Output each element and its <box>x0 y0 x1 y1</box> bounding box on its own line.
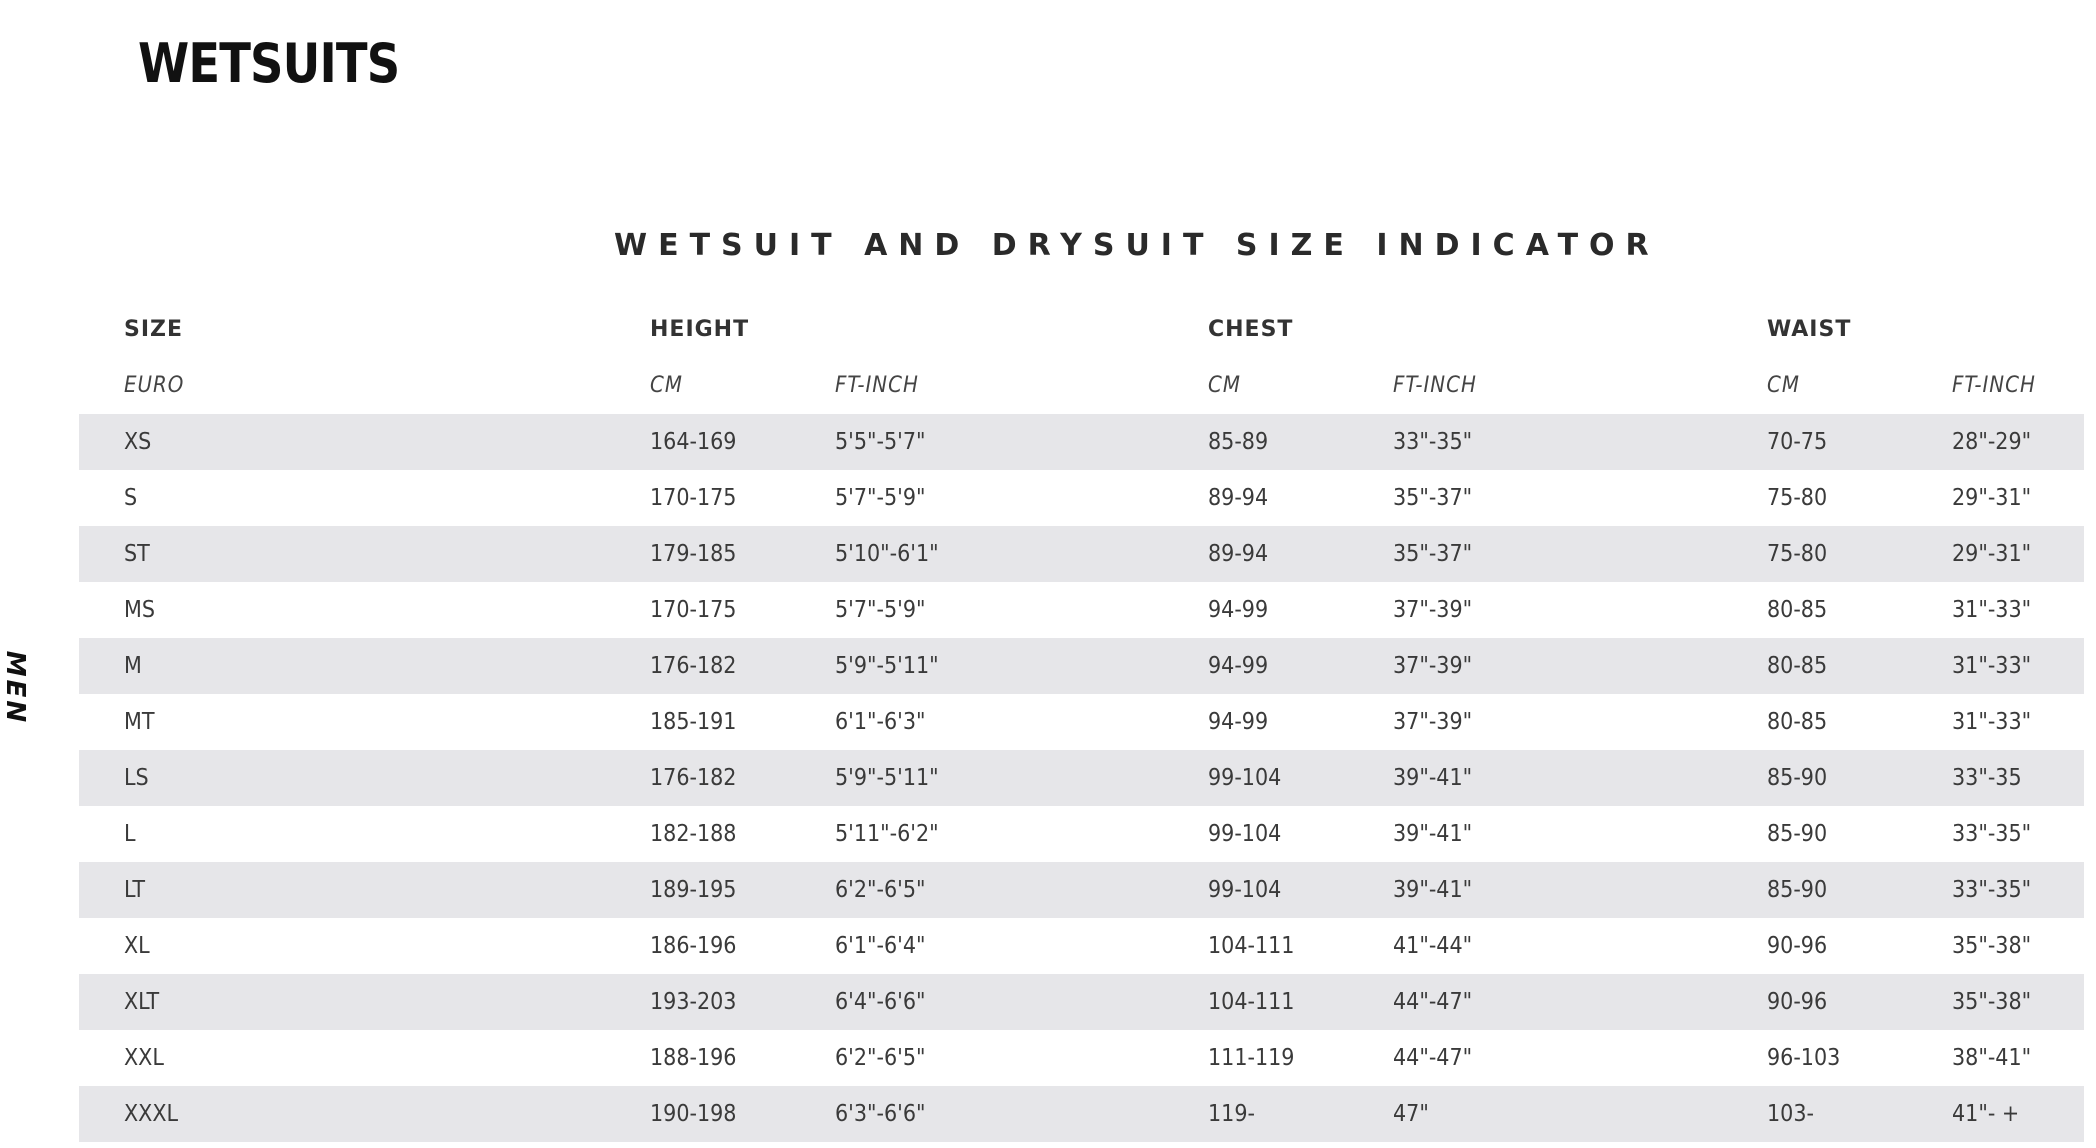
cell-chest-ft-inch: 33"-35" <box>1393 429 1473 455</box>
cell-chest-cm: 85-89 <box>1208 429 1269 455</box>
table-row <box>79 526 2084 582</box>
header-height: HEIGHT <box>650 317 750 342</box>
cell-height-cm: 188-196 <box>650 1045 737 1071</box>
cell-waist-cm: 96-103 <box>1767 1045 1841 1071</box>
cell-chest-ft-inch: 35"-37" <box>1393 485 1473 511</box>
cell-height-ft-inch: 5'10"-6'1" <box>835 541 939 567</box>
cell-waist-ft-inch: 35"-38" <box>1952 933 2032 959</box>
subheader-waist-cm: CM <box>1767 373 1800 398</box>
header-waist: WAIST <box>1767 317 1852 342</box>
cell-height-cm: 164-169 <box>650 429 737 455</box>
cell-waist-cm: 85-90 <box>1767 765 1828 791</box>
cell-height-cm: 186-196 <box>650 933 737 959</box>
table-row <box>79 1030 2084 1086</box>
cell-height-cm: 182-188 <box>650 821 737 847</box>
cell-waist-cm: 90-96 <box>1767 933 1828 959</box>
subheader-chest-ft-inch: FT-INCH <box>1393 373 1477 398</box>
cell-waist-ft-inch: 41"- + <box>1952 1101 2020 1127</box>
table-row <box>79 862 2084 918</box>
cell-waist-cm: 80-85 <box>1767 597 1828 623</box>
cell-size-euro: ST <box>124 541 150 567</box>
cell-height-cm: 179-185 <box>650 541 737 567</box>
cell-waist-ft-inch: 31"-33" <box>1952 597 2032 623</box>
cell-chest-ft-inch: 35"-37" <box>1393 541 1473 567</box>
men-side-label-text: MEN <box>0 650 30 726</box>
cell-height-cm: 176-182 <box>650 653 737 679</box>
cell-height-ft-inch: 5'9"-5'11" <box>835 765 939 791</box>
cell-size-euro: XLT <box>124 989 160 1015</box>
cell-height-cm: 170-175 <box>650 597 737 623</box>
cell-height-ft-inch: 6'1"-6'4" <box>835 933 926 959</box>
cell-chest-ft-inch: 44"-47" <box>1393 989 1473 1015</box>
table-group-header-row <box>79 302 2084 358</box>
cell-chest-cm: 99-104 <box>1208 877 1282 903</box>
cell-chest-ft-inch: 47" <box>1393 1101 1429 1127</box>
cell-height-cm: 185-191 <box>650 709 737 735</box>
cell-chest-cm: 104-111 <box>1208 933 1295 959</box>
cell-size-euro: XL <box>124 933 150 959</box>
cell-waist-ft-inch: 31"-33" <box>1952 709 2032 735</box>
table-row <box>79 694 2084 750</box>
cell-size-euro: M <box>124 653 142 679</box>
subheader-waist-ft-inch: FT-INCH <box>1952 373 2036 398</box>
cell-size-euro: L <box>124 821 136 847</box>
cell-waist-ft-inch: 28"-29" <box>1952 429 2032 455</box>
subheader-height-cm: CM <box>650 373 683 398</box>
cell-size-euro: MT <box>124 709 155 735</box>
cell-chest-cm: 94-99 <box>1208 709 1269 735</box>
header-chest: CHEST <box>1208 317 1294 342</box>
cell-height-cm: 170-175 <box>650 485 737 511</box>
table-row <box>79 638 2084 694</box>
cell-height-ft-inch: 5'9"-5'11" <box>835 653 939 679</box>
cell-waist-ft-inch: 33"-35" <box>1952 877 2032 903</box>
cell-chest-ft-inch: 39"-41" <box>1393 821 1473 847</box>
cell-chest-ft-inch: 37"-39" <box>1393 653 1473 679</box>
cell-size-euro: LT <box>124 877 145 903</box>
cell-height-ft-inch: 5'7"-5'9" <box>835 485 926 511</box>
table-row <box>79 414 2084 470</box>
cell-chest-ft-inch: 44"-47" <box>1393 1045 1473 1071</box>
cell-size-euro: MS <box>124 597 155 623</box>
cell-height-cm: 176-182 <box>650 765 737 791</box>
size-chart-title: WETSUIT AND DRYSUIT SIZE INDICATOR <box>614 228 1660 263</box>
cell-waist-cm: 85-90 <box>1767 877 1828 903</box>
subheader-height-ft-inch: FT-INCH <box>835 373 919 398</box>
cell-chest-cm: 94-99 <box>1208 597 1269 623</box>
cell-height-ft-inch: 5'5"-5'7" <box>835 429 926 455</box>
cell-height-cm: 190-198 <box>650 1101 737 1127</box>
cell-chest-cm: 111-119 <box>1208 1045 1295 1071</box>
cell-waist-ft-inch: 29"-31" <box>1952 541 2032 567</box>
cell-chest-ft-inch: 39"-41" <box>1393 877 1473 903</box>
cell-waist-cm: 80-85 <box>1767 709 1828 735</box>
cell-height-ft-inch: 6'2"-6'5" <box>835 1045 926 1071</box>
cell-height-ft-inch: 5'11"-6'2" <box>835 821 939 847</box>
cell-chest-cm: 89-94 <box>1208 541 1269 567</box>
cell-height-ft-inch: 6'1"-6'3" <box>835 709 926 735</box>
cell-waist-cm: 70-75 <box>1767 429 1828 455</box>
cell-chest-ft-inch: 37"-39" <box>1393 597 1473 623</box>
cell-chest-ft-inch: 37"-39" <box>1393 709 1473 735</box>
cell-height-ft-inch: 5'7"-5'9" <box>835 597 926 623</box>
cell-height-ft-inch: 6'3"-6'6" <box>835 1101 926 1127</box>
cell-chest-cm: 119- <box>1208 1101 1255 1127</box>
cell-waist-ft-inch: 35"-38" <box>1952 989 2032 1015</box>
cell-size-euro: XS <box>124 429 152 455</box>
cell-chest-cm: 94-99 <box>1208 653 1269 679</box>
cell-waist-cm: 75-80 <box>1767 541 1828 567</box>
page-title: WETSUITS <box>138 32 400 95</box>
size-table <box>79 302 2084 1142</box>
men-side-label <box>0 648 30 728</box>
subheader-euro: EURO <box>124 373 185 398</box>
table-row <box>79 1086 2084 1142</box>
cell-chest-cm: 89-94 <box>1208 485 1269 511</box>
cell-waist-ft-inch: 29"-31" <box>1952 485 2032 511</box>
table-body <box>79 414 2084 1142</box>
table-row <box>79 470 2084 526</box>
cell-chest-cm: 104-111 <box>1208 989 1295 1015</box>
cell-waist-cm: 85-90 <box>1767 821 1828 847</box>
table-row <box>79 582 2084 638</box>
cell-waist-ft-inch: 33"-35 <box>1952 765 2022 791</box>
cell-chest-cm: 99-104 <box>1208 765 1282 791</box>
cell-waist-ft-inch: 31"-33" <box>1952 653 2032 679</box>
cell-waist-ft-inch: 33"-35" <box>1952 821 2032 847</box>
cell-chest-ft-inch: 39"-41" <box>1393 765 1473 791</box>
table-row <box>79 750 2084 806</box>
cell-size-euro: LS <box>124 765 149 791</box>
cell-height-ft-inch: 6'2"-6'5" <box>835 877 926 903</box>
cell-waist-cm: 90-96 <box>1767 989 1828 1015</box>
cell-size-euro: XXL <box>124 1045 164 1071</box>
cell-height-cm: 189-195 <box>650 877 737 903</box>
cell-waist-ft-inch: 38"-41" <box>1952 1045 2032 1071</box>
table-row <box>79 918 2084 974</box>
cell-chest-ft-inch: 41"-44" <box>1393 933 1473 959</box>
table-row <box>79 806 2084 862</box>
cell-height-ft-inch: 6'4"-6'6" <box>835 989 926 1015</box>
cell-waist-cm: 75-80 <box>1767 485 1828 511</box>
cell-waist-cm: 103- <box>1767 1101 1814 1127</box>
cell-waist-cm: 80-85 <box>1767 653 1828 679</box>
table-unit-header-row <box>79 358 2084 414</box>
table-row <box>79 974 2084 1030</box>
cell-size-euro: S <box>124 485 138 511</box>
cell-size-euro: XXXL <box>124 1101 179 1127</box>
header-size: SIZE <box>124 317 184 342</box>
cell-chest-cm: 99-104 <box>1208 821 1282 847</box>
cell-height-cm: 193-203 <box>650 989 737 1015</box>
subheader-chest-cm: CM <box>1208 373 1241 398</box>
